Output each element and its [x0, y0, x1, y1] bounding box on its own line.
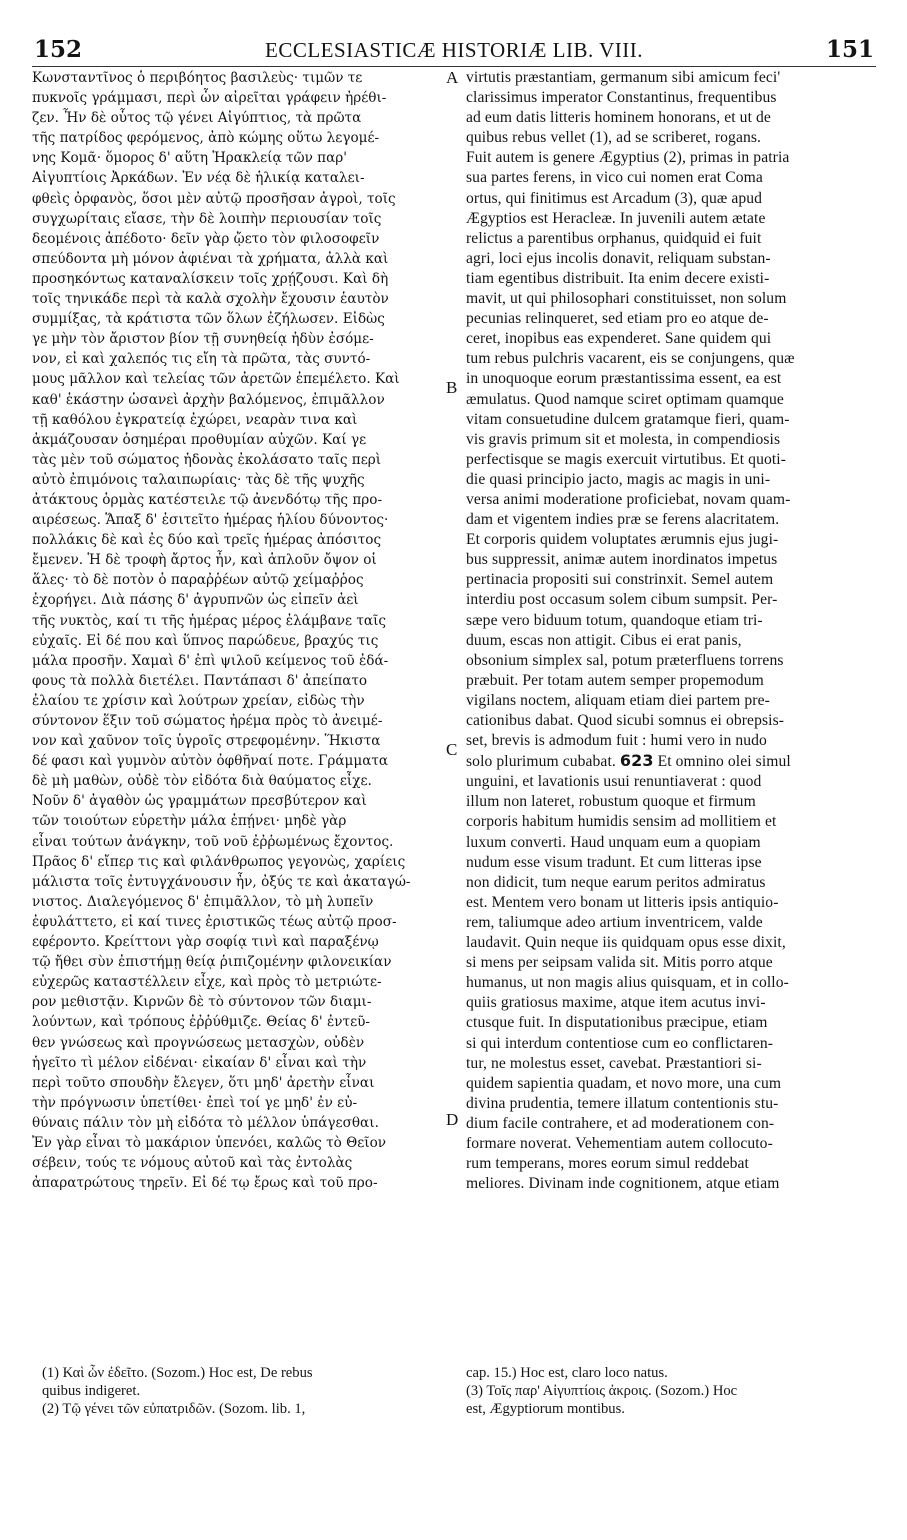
greek-line: ἡγεῖτο τὶ μέλον εἰδέναι· εἰκαίαν δ' εἶναι καὶ τὴν	[32, 1054, 367, 1071]
latin-line: est. Mentem vero bonam ut litteris ipsis antiquio-	[466, 893, 779, 911]
latin-line: si mens per seipsam valida sit. Mitis porro atque	[466, 954, 773, 972]
latin-line: præbuit. Per totam autem semper propemodum	[466, 671, 764, 689]
greek-line: μους μᾶλλον καὶ τελείας τῶν ἀρετῶν ἐπεμέλετο. Καὶ	[32, 371, 400, 388]
latin-line: formare noverat. Vehementiam autem collocuto-	[466, 1134, 773, 1152]
footnote-line: (1) Καὶ ὧν ἐδεῖτο. (Sozom.) Hoc est, De rebus	[42, 1365, 313, 1381]
greek-line: ρον μεθιστᾷν. Κιρνῶν δὲ τὸ σύντονον τῶν διαμι-	[32, 994, 372, 1011]
greek-line: νον καὶ χαῦνον τοῖς ὑγροῖς στρεφομένην. Ἥκιστα	[32, 733, 381, 750]
greek-line: Ἐν γὰρ εἶναι τὸ μακάριον ὑπενόει, καλῶς τὸ Θεῖον	[32, 1134, 387, 1151]
greek-line: νον, εἰ καὶ χαλεπός τις εἴη τὰ πρῶτα, τὰς συντό-	[32, 351, 371, 368]
latin-line: laudavit. Quin neque iis quidquam opus esse dixit,	[466, 934, 786, 952]
greek-line: σύντονον ἕξιν τοῦ σώματος ἠρέμα πρὸς τὸ ἀνειμέ-	[32, 713, 383, 729]
latin-line: divina prudentia, temere illatum contentionis stu-	[466, 1094, 779, 1112]
latin-line: virtutis præstantiam, germanum sibi amicum feci'	[466, 69, 781, 86]
latin-line: perfectisque se magis exercuit virtutibus. Et quoti-	[466, 450, 787, 468]
greek-line: εὐχερῶς καταστέλλειν εἶχε, καὶ πρὸς τὸ μετριώτε-	[32, 974, 382, 991]
latin-line: relictus a parentibus orphanus, quidquid ei fuit	[466, 229, 762, 247]
latin-line: sæpe vero biduum totum, quandoque etiam tri-	[466, 611, 763, 629]
greek-line: τῇ καθόλου ἐγκρατείᾳ ἐχώρει, νεαρὰν τινα καὶ	[32, 411, 358, 428]
margin-marker-a: A	[446, 68, 459, 87]
latin-line: in unoquoque eorum præstantissima essent, ea est	[466, 370, 782, 388]
latin-line: duum, escas non attigit. Cibus ei erat panis,	[466, 631, 742, 649]
latin-line: quidem sapientia quadam, et novo more, una cum	[466, 1074, 782, 1092]
greek-line: λούντων, καὶ τρόπους ἐῤῥύθμιζε. Θείας δ' ἐντεῦ-	[32, 1014, 370, 1031]
greek-line: δὲ μὴ μαθὼν, οὐδὲ τὸν εἰδότα διὰ θαύματος εἶχε.	[32, 773, 372, 790]
latin-line: Ægyptios est Heracleæ. In juvenili autem ætate	[466, 209, 766, 227]
latin-line: cationibus dabat. Quod sicubi somnus ei obrepsis-	[466, 712, 785, 729]
page-number-left: 152	[34, 36, 83, 63]
greek-line: ἀκμάζουσαν ὁσημέραι προθυμίαν αὐχῶν. Καί γε	[32, 431, 367, 448]
greek-line: εφέροντο. Κρείττονι γὰρ σοφίᾳ τινὶ καὶ παραξένῳ	[32, 934, 379, 951]
page-number-right: 151	[825, 36, 874, 63]
greek-line: τῷ ἤθει σὺν ἐπιστήμῃ θείᾳ ῥιπιζομένην φιλονεικίαν	[32, 954, 392, 971]
latin-line: ad eum datis litteris hominem honorans, et ut de	[466, 109, 771, 127]
latin-line: pecunias relinqueret, sed etiam pro eo atque de-	[466, 310, 769, 328]
greek-line: ἐχορήγει. Διὰ πάσης δ' ἀγρυπνῶν ὡς εἰπεῖν ἀεὶ	[32, 592, 359, 609]
latin-line: vis gravis primum sit et molesta, in compendiosis	[466, 430, 781, 448]
latin-line: luxum converti. Haud unquam eum a quopiam	[466, 833, 761, 851]
greek-line: εὐχαῖς. Εἰ δέ που καὶ ὕπνος παρώδευε, βραχύς τις	[32, 632, 379, 649]
latin-line: tiam egentibus distribuit. Ita enim decere existi-	[466, 269, 770, 287]
greek-line: τῆς πατρίδος φερόμενος, ἀπὸ κώμης οὕτω λεγομέ-	[32, 130, 380, 147]
greek-line: μάλιστα τοῖς ἐντυγχάνουσιν ἦν, ὀξύς τε καὶ ἀκαταγώ-	[32, 873, 411, 890]
latin-line: tur, ne molestus esset, cavebat. Præstantiori si-	[466, 1054, 762, 1072]
greek-line: αὐτὸ ἐπιμόνοις ταλαιπωρίαις· τὰς δὲ τῆς ψυχῆς	[32, 471, 365, 488]
latin-line: nudum esse visum tradunt. Et cum litteras ipse	[466, 853, 762, 871]
page-header	[32, 36, 876, 67]
greek-line: νιστος. Διαλεγόμενος δ' ἐπιμᾶλλον, τὸ μὴ λυπεῖν	[32, 893, 374, 910]
latin-line: si qui interdum contentiose cum eo conflictaren-	[466, 1034, 774, 1052]
greek-line: δέ φασι καὶ γυμνὸν αὐτὸν ὀφθῆναί ποτε. Γράμματα	[32, 753, 389, 770]
latin-line: meliores. Divinam inde cognitionem, atque etiam	[466, 1175, 780, 1193]
footnote-line: cap. 15.) Hoc est, claro loco natus.	[466, 1365, 668, 1381]
latin-line: rum temperans, mores eorum simul reddebat	[466, 1155, 749, 1173]
latin-line: humanus, ut non magis alius quisquam, et in collo-	[466, 974, 789, 992]
latin-line: vigilans noctem, aliquam etiam diei partem pre-	[466, 691, 770, 709]
latin-line: corporis habitum humidis sensim ad mollitiem et	[466, 813, 777, 831]
latin-line: agri, loci ejus incolis donavit, reliquam substan-	[466, 249, 771, 267]
latin-line: ceret, inopibus eas expenderet. Sane quidem qui	[466, 330, 772, 348]
latin-line: dam et vigentem indies præ se ferens alacritatem.	[466, 511, 780, 529]
greek-line: τῶν τοιούτων εὑρετὴν μάλα ἐπῄνει· μηδὲ γὰρ	[32, 813, 347, 830]
greek-line: περὶ τοῦτο σπουδὴν ἔλεγεν, ὅτι μηδ' ἀρετὴν εἶναι	[32, 1074, 375, 1091]
latin-line: non didicit, tum neque earum peritos admiratus	[466, 873, 766, 891]
greek-line: συγχωρίταις εἴασε, τὴν δὲ λοιπὴν περιουσίαν τοῖς	[32, 210, 382, 227]
greek-line: Πρᾶος δ' εἴπερ τις καὶ φιλάνθρωπος γεγονὼς, χαρίεις	[32, 853, 406, 870]
latin-line: interdiu post occasum solem cibum sumpsit. Per-	[466, 591, 778, 609]
greek-line: γε μὴν τὸν ἄριστον βίον τῇ συνηθείᾳ ἡδὺν ἐσόμε-	[32, 331, 374, 348]
greek-line: φθεὶς ὀρφανὸς, ὅσοι μὲν αὐτῷ προσῆσαν ἀγροὶ, τοῖς	[32, 190, 396, 207]
latin-line: æmulatus. Quod namque sciret optimam quamque	[466, 390, 784, 408]
latin-line: mavit, ut qui philosophari constituisset, non solum	[466, 290, 787, 308]
margin-marker-b: B	[446, 378, 458, 397]
greek-line: καθ' ἑκάστην ὡσανεὶ ἀρχὴν βαλόμενος, ἐπιμᾶλλον	[32, 391, 385, 408]
greek-line: αιρέσεως. Ἅπαξ δ' ἐσιτεῖτο ἡμέρας ἡλίου δύνοντος·	[32, 512, 389, 529]
greek-line: συμμίξας, τὰ κράτιστα τῶν ὅλων ἐζήλωσεν. Εἰδὼς	[32, 311, 385, 328]
greek-line: σέβειν, τούς τε νόμους αὐτοῦ καὶ τὰς ἐντολὰς	[32, 1155, 353, 1172]
latin-line: quibus rebus vellet (1), ad se scriberet, rogans.	[466, 129, 762, 147]
latin-line: clarissimus imperator Constantinus, frequentibus	[466, 89, 777, 107]
greek-line: θεν γνώσεως καὶ προγνώσεως μετασχὼν, οὐδὲν	[32, 1034, 365, 1051]
latin-line: die quasi principio jacto, magis ac magis in uni-	[466, 470, 771, 488]
greek-line: Κωνσταντῖνος ὁ περιβόητος βασιλεὺς· τιμῶν τε	[32, 70, 363, 86]
latin-line: vitam consuetudine dulcem gratamque fieri, quam-	[466, 410, 790, 428]
column-number: 623	[619, 751, 654, 771]
latin-line: set, brevis is admodum fuit : humi vero in nudo	[466, 732, 767, 750]
greek-line: ἀπαρατρώτους τηρεῖν. Εἰ δέ τῳ ἔρως καὶ τοῦ προ-	[32, 1175, 378, 1192]
margin-marker-d: D	[446, 1110, 459, 1129]
latin-line: quiis gratiosus maxime, atque item acutus invi-	[466, 994, 766, 1012]
greek-line: πυκνοῖς γράμμασι, περὶ ὧν αἰρεῖται γράφειν ἠρέθι-	[32, 90, 387, 107]
greek-line: δεομένοις ἀπέδοτο· δεῖν γὰρ ᾤετο τὸν φιλοσοφεῖν	[32, 230, 380, 247]
greek-line: ἔμενεν. Ἡ δὲ τροφὴ ἄρτος ἦν, καὶ ἁπλοῦν ὄψον οἱ	[32, 552, 377, 569]
latin-line: sua partes ferens, in vico cui nomen erat Coma	[466, 169, 763, 187]
margin-marker-c: C	[446, 740, 458, 759]
greek-line: ἐφυλάττετο, εἰ καί τινες ἐριστικῶς τέως αὐτῷ προσ-	[32, 913, 397, 930]
footnote-line: (2) Τῷ γένει τῶν εὐπατριδῶν. (Sozom. lib. 1,	[42, 1401, 306, 1417]
latin-line: obsonium simplex sal, potum præterfluens torrens	[466, 651, 784, 669]
greek-line: ἅλες· τὸ δὲ ποτὸν ὁ παραῤῥέων αὐτῷ χείμαῤῥος	[32, 572, 364, 589]
greek-line: Αἰγυπτίοις Ἀρκάδων. Ἐν νέᾳ δὲ ἡλικίᾳ καταλει-	[32, 170, 365, 187]
latin-line: unguini, et lavationis usui renuntiaverat : quod	[466, 773, 762, 791]
latin-line: Et corporis quidem voluptates ærumnis ejus jugi-	[466, 531, 779, 549]
running-title: ECCLESIASTICÆ HISTORIÆ LIB. VIII.	[265, 38, 643, 62]
footnote-line: quibus indigeret.	[42, 1383, 141, 1399]
greek-line: φους τὰ πολλὰ διετέλει. Παντάπασι δ' ἀπείπατο	[32, 672, 368, 689]
latin-line: illum non lateret, robustum quoque et firmum	[466, 793, 756, 811]
footnote-line: (3) Τοῖς παρ' Αἰγυπτίοις ἀκροις. (Sozom.) Hoc	[466, 1383, 738, 1399]
latin-line-colnum	[466, 751, 876, 772]
greek-line: προσηκόντως καταναλίσκειν τοῖς χρῄζουσι. Καὶ δὴ	[32, 270, 389, 287]
greek-line: θύναις πάλιν τὸν μὴ εἰδότα τὸ μέλλον ὑπάγεσθαι.	[32, 1114, 379, 1131]
greek-line: τοῖς τηνικάδε περὶ τὰ καλὰ σχολὴν ἔχουσιν ἑαυτὸν	[32, 291, 389, 308]
latin-line: Fuit autem is genere Ægyptius (2), primas in patria	[466, 149, 790, 167]
latin-line-text: Et omnino olei simul	[657, 753, 791, 771]
latin-line: ctusque fuit. In disputationibus præcipue, etiam	[466, 1014, 768, 1032]
latin-line: dium facile contrahere, et ad moderationem con-	[466, 1114, 775, 1132]
greek-line: τὰς μὲν τοῦ σώματος ἡδονὰς ἐκολάσατο ταῖς περὶ	[32, 451, 382, 468]
latin-line-text: solo plurimum cubabat.	[466, 753, 616, 771]
greek-line: πολλάκις δὲ καὶ ἐς δύο καὶ τρεῖς ἡμέρας ἀπόσιτος	[32, 532, 382, 549]
greek-line: ἀτάκτους ὁρμὰς κατέστειλε τῷ ἀνενδότῳ τῆς προ-	[32, 491, 383, 508]
latin-line: tum rebus pulchris vacarent, eis se conjungens, quæ	[466, 350, 795, 368]
greek-line: νης Κομᾶ· ὅμορος δ' αὕτη Ἡρακλείᾳ τῶν παρ'	[32, 150, 347, 167]
greek-line: μάλα προσῆν. Χαμαὶ δ' ἐπὶ ψιλοῦ κείμενος τοῦ ἐδά-	[32, 652, 389, 669]
greek-line: τὴν πρόγνωσιν ὑπετίθει· ἐπεὶ τοί γε μηδ' ἐν εὐ-	[32, 1094, 358, 1111]
footnotes-left	[42, 1364, 442, 1418]
footnotes-right	[466, 1364, 876, 1418]
latin-line: pertinacia propositi sui constrinxit. Semel autem	[466, 571, 774, 589]
greek-line: ἐλαίου τε χρίσιν καὶ λούτρων χρείαν, εἰδὼς τὴν	[32, 692, 365, 709]
greek-line: Νοῦν δ' ἀγαθὸν ὡς γραμμάτων πρεσβύτερον καὶ	[32, 793, 367, 810]
latin-line: bus suppressit, animæ autem inordinatos impetus	[466, 551, 778, 569]
latin-line: rem, taliumque adeo artium inventricem, valde	[466, 913, 763, 931]
greek-line: εἶναι τούτων ἀνάγκην, τοῦ νοῦ ἐῤῥωμένως ἔχοντος.	[32, 833, 394, 850]
greek-line: τῆς νυκτὸς, καί τι τῆς ἡμέρας μέρος ἐλάμβανε ταῖς	[32, 612, 387, 629]
greek-column	[32, 68, 458, 1193]
latin-line: ortus, qui finitimus est Arcadum (3), quæ apud	[466, 189, 763, 207]
latin-line: versa animi moderatione proficiebat, novam quam-	[466, 490, 791, 508]
latin-column	[466, 68, 876, 1194]
greek-line: ζεν. Ἦν δὲ οὗτος τῷ γένει Αἰγύπτιος, τὰ πρῶτα	[32, 110, 362, 127]
greek-line: σπεύδοντα μὴ μόνον ἀφιέναι τὰ χρήματα, ἀλλὰ καὶ	[32, 250, 389, 267]
footnote-line: est, Ægyptiorum montibus.	[466, 1401, 625, 1417]
